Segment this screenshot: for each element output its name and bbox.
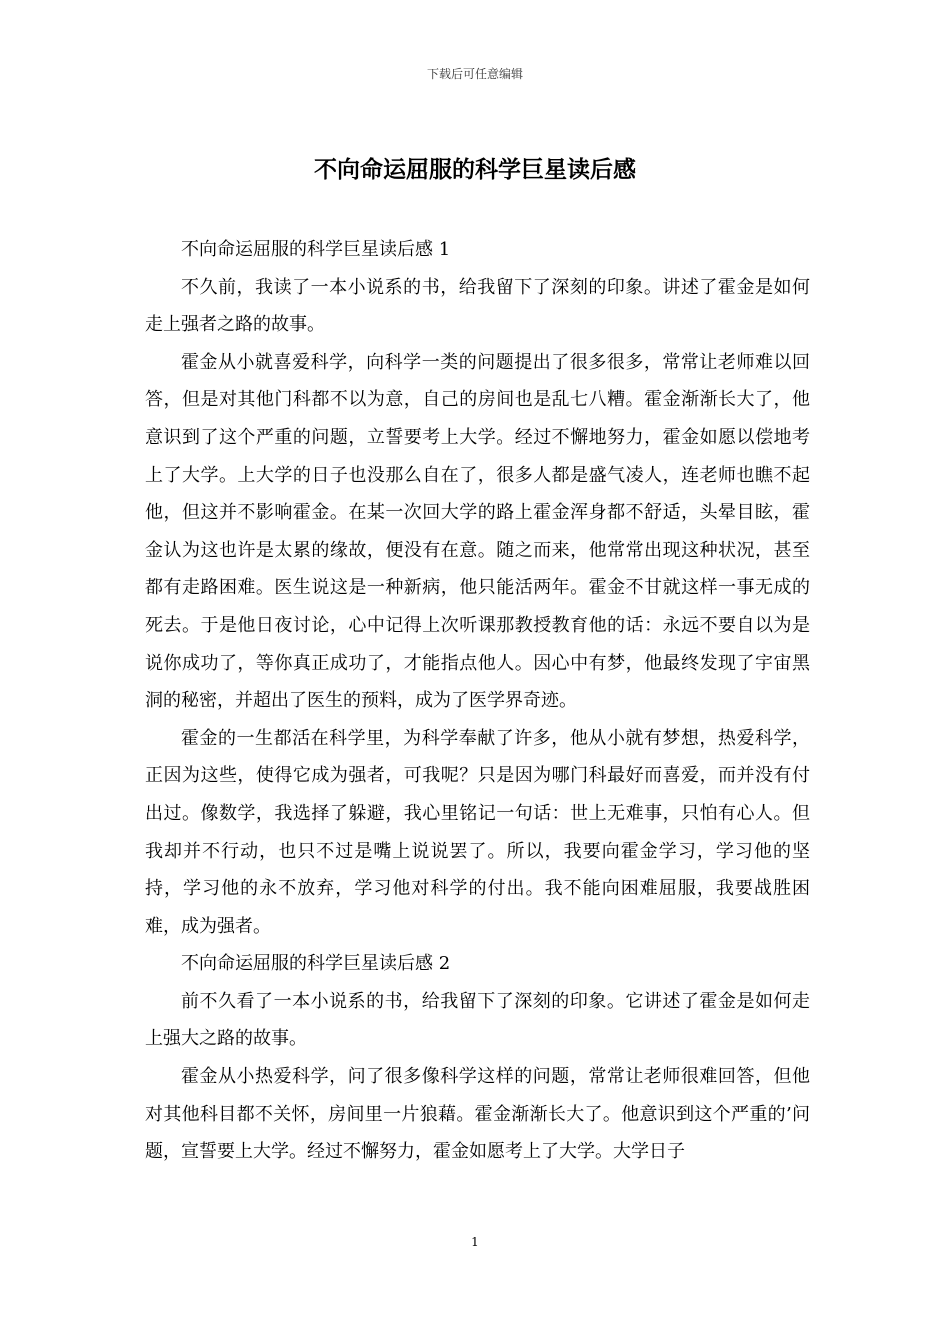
document-title: 不向命运屈服的科学巨星读后感 <box>314 157 636 183</box>
header-note: 下载后可任意编辑 <box>426 67 523 81</box>
body-paragraph: 不久前，我读了一本小说系的书，给我留下了深刻的印象。讲述了霍金是如何走上强者之路的故事。 <box>145 276 810 336</box>
page-number: 1 <box>471 1235 479 1249</box>
body-paragraph: 霍金从小热爱科学，问了很多像科学这样的问题，常常让老师很难回答，但他对其他科目都不关怀，房间里一片狼藉。霍金渐渐长大了。他意识到这个严重的’问题，宣誓要上大学。经过不懈努力，霍金如愿考上了大学。大学日子 <box>145 1066 810 1163</box>
section-heading-1: 不向命运屈服的科学巨星读后感 1 <box>181 239 451 260</box>
body-paragraph: 霍金从小就喜爱科学，向科学一类的问题提出了很多很多，常常让老师难以回答，但是对其他门科都不以为意，自己的房间也是乱七八糟。霍金渐渐长大了，他意识到了这个严重的问题，立誓要考上大学。经过不懈地努力，霍金如愿以偿地考上了大学。上大学的日子也没那么自在了，很多人都是盛气凌人，连老师也瞧不起他，但这并不影响霍金。在某一次回大学的路上霍金浑身都不舒适，头晕目眩，霍金认为这也许是太累的缘故，便没有在意。随之而来，他常常出现这种状况，甚至都有走路困难。医生说这是一种新病，他只能活两年。霍金不甘就这样一事无成的死去。于是他日夜讨论，心中记得上次听课那教授教育他的话：永远不要自以为是说你成功了，等你真正成功了，才能指点他人。因心中有梦，他最终发现了宇宙黑洞的秘密，并超出了医生的预料，成为了医学界奇迹。 <box>145 351 810 712</box>
body-paragraph: 前不久看了一本小说系的书，给我留下了深刻的印象。它讲述了霍金是如何走上强大之路的故事。 <box>145 990 810 1050</box>
document-body <box>145 231 810 1171</box>
section-heading-2: 不向命运屈服的科学巨星读后感 2 <box>181 953 451 975</box>
body-paragraph: 霍金的一生都活在科学里，为科学奉献了许多，他从小就有梦想，热爱科学，正因为这些，使得它成为强者，可我呢？只是因为哪门科最好而喜爱，而并没有付出过。像数学，我选择了躲避，我心里铭记一句话：世上无难事，只怕有心人。但我却并不行动，也只不过是嘴上说说罢了。所以，我要向霍金学习，学习他的坚持，学习他的永不放弃，学习他对科学的付出。我不能向困难屈服，我要战胜困难，成为强者。 <box>145 727 810 937</box>
